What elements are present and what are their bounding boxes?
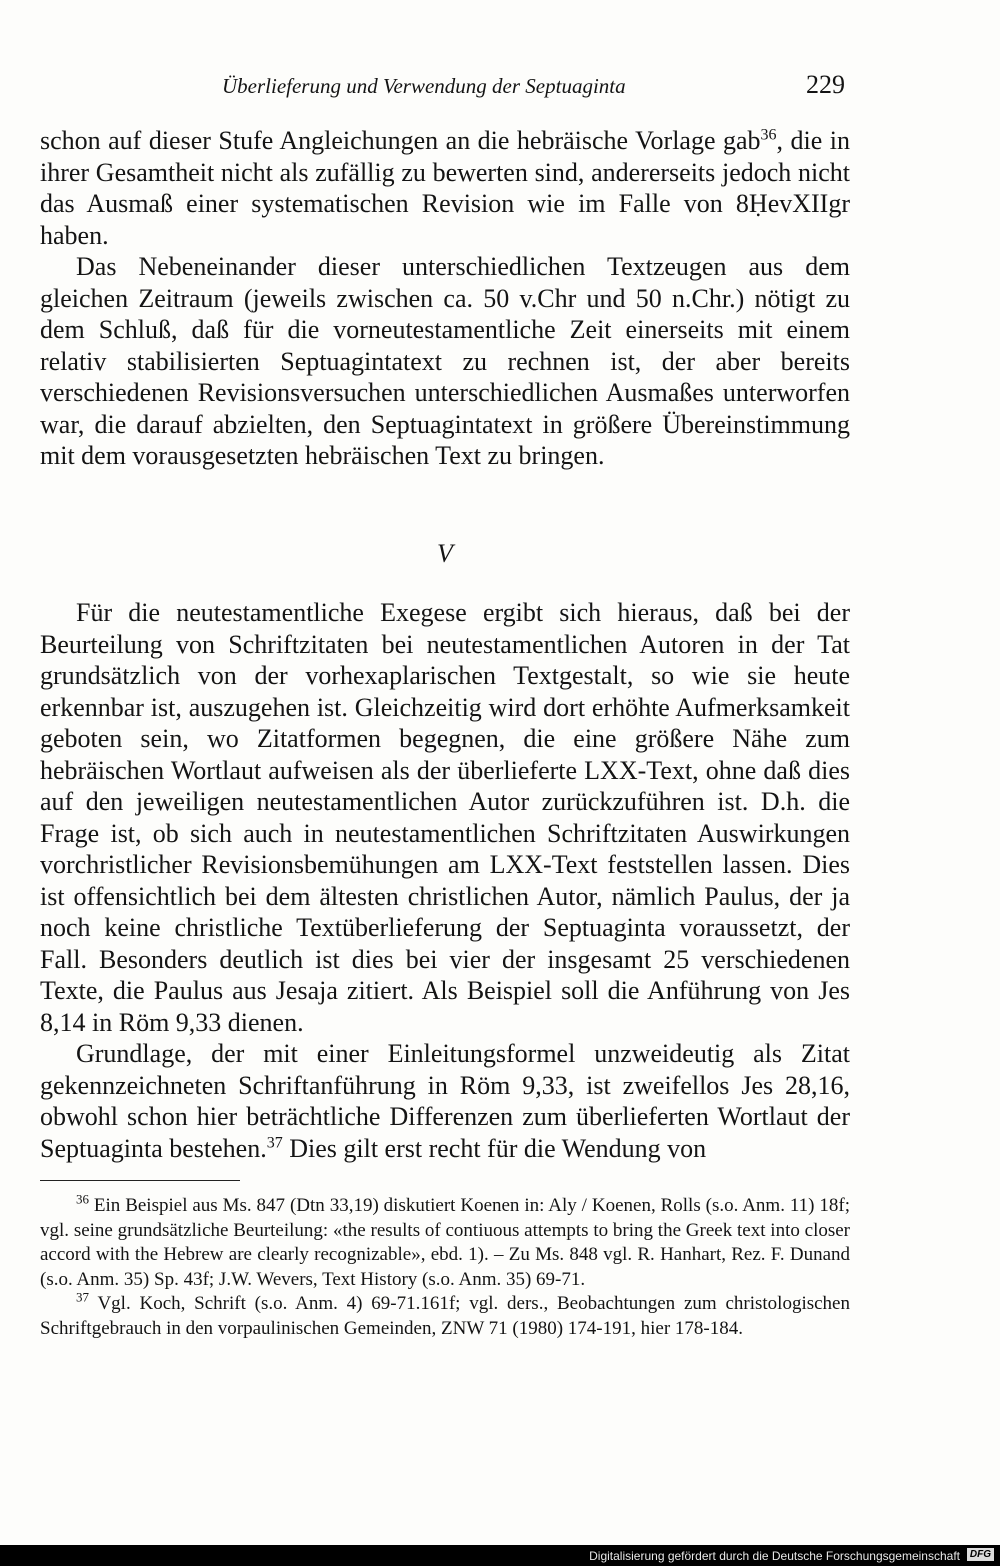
footnote-37 (40, 1289, 850, 1341)
paragraph-4 (40, 1038, 850, 1164)
footnote-divider (40, 1180, 240, 1181)
paragraph-1 (40, 125, 850, 251)
dfg-logo-icon: DFG (967, 1548, 994, 1561)
paragraph-2: Das Nebeneinander dieser unterschiedlichen Textzeugen aus dem gleichen Zeitraum (jeweils zwischen ca. 50 v.Chr und 50 n.Chr.) nötigt zu dem Schluß, daß für die vorneutestamentliche Zeit einerseits mit einem relativ stabilisierten Septuagintatext zu rechnen ist, der aber bereits verschiedenen Revisionsversuchen unterschiedlichen Ausmaßes unterworfen war, die darauf abzielten, den Septuagintatext in größere Übereinstimmung mit dem vorausgesetzten hebräischen Text zu bringen. (40, 252, 850, 470)
paragraph-4-text-b: Dies gilt erst recht für die Wendung von (282, 1133, 707, 1163)
footnote-number: 36 (76, 1191, 89, 1207)
paragraph-4-text-a: Grundlage, der mit einer Einleitungsformel unzweideutig als Zitat gekennzeichneten Schriftanführung in Röm 9,33, ist zweifellos Jes 28,16, obwohl schon hier beträchtliche Differenzen zum überlieferten Wortlaut der Septuaginta bestehen. (40, 1039, 850, 1163)
footnotes (40, 1191, 850, 1341)
running-head-title: Überlieferung und Verwendung der Septuaginta (222, 74, 626, 98)
footnote-number: 37 (76, 1289, 89, 1305)
section-heading: V (437, 538, 453, 568)
paragraph-1-text-b: , die in ihrer Gesamtheit nicht als zufällig zu bewerten sind, andererseits jedoch nicht das Ausmaß einer systematischen Revision wie im Falle von 8ḤevXIIgr haben. (40, 126, 850, 250)
paragraph-1-text-a: schon auf dieser Stufe Angleichungen an die hebräische Vorlage gab (40, 126, 761, 155)
main-text (40, 125, 850, 1164)
paragraph-3: Für die neutestamentliche Exegese ergibt sich hieraus, daß bei der Beurteilung von Schriftzitaten bei neutestamentlichen Autoren in der Tat grundsätzlich von der vorhexaplarischen Textgestalt, so wie sie heute erkennbar ist, auszugehen ist. Gleichzeitig wird dort erhöhte Aufmerksamkeit geboten sein, wo Zitatformen begegnen, die eine größere Nähe zum hebräischen Wortlaut aufweisen als der überlieferte LXX-Text, ohne daß dies auf den jeweiligen neutestamentlichen Autor zurückzuführen ist. D.h. die Frage ist, ob sich auch in neutestamentlichen Schriftzitaten Auswirkungen vorchristlicher Revisionsbemühungen am LXX-Text feststellen lassen. Dies ist offensichtlich bei dem ältesten christlichen Autor, nämlich Paulus, der ja noch keine christliche Textüberlieferung der Septuaginta voraussetzt, der Fall. Besonders deutlich ist dies bei vier der insgesamt 25 verschiedenen Texte, die Paulus aus Jesaja zitiert. Als Beispiel soll die Anführung von Jes 8,14 in Röm 9,33 dienen. (40, 598, 850, 1037)
footnote-text: Ein Beispiel aus Ms. 847 (Dtn 33,19) diskutiert Koenen in: Aly / Koenen, Rolls (s.o. Anm. 11) 18f; vgl. seine grundsätzliche Beurteilung: «the results of contiuous attempts to bring the Greek text into closer accord with the Hebrew are clearly recognizable», ebd. 1). – Zu Ms. 848 vgl. R. Hanhart, Rez. F. Dunand (s.o. Anm. 35) Sp. 43f; J.W. Wevers, Text History (s.o. Anm. 35) 69-71. (40, 1195, 850, 1290)
footnote-36 (40, 1191, 850, 1292)
footnote-ref-37[interactable]: 37 (266, 1133, 283, 1151)
funding-credit: Digitalisierung gefördert durch die Deutsche Forschungsgemeinschaft (589, 1549, 960, 1563)
footnote-ref-36[interactable]: 36 (760, 126, 777, 144)
digitization-footer (0, 1545, 1000, 1566)
page-number: 229 (806, 70, 845, 99)
footnote-text: Vgl. Koch, Schrift (s.o. Anm. 4) 69-71.161f; vgl. ders., Beobachtungen zum christologischen Schriftgebrauch in den vorpaulinischen Gemeinden, ZNW 71 (1980) 174-191, hier 178-184. (40, 1293, 850, 1339)
